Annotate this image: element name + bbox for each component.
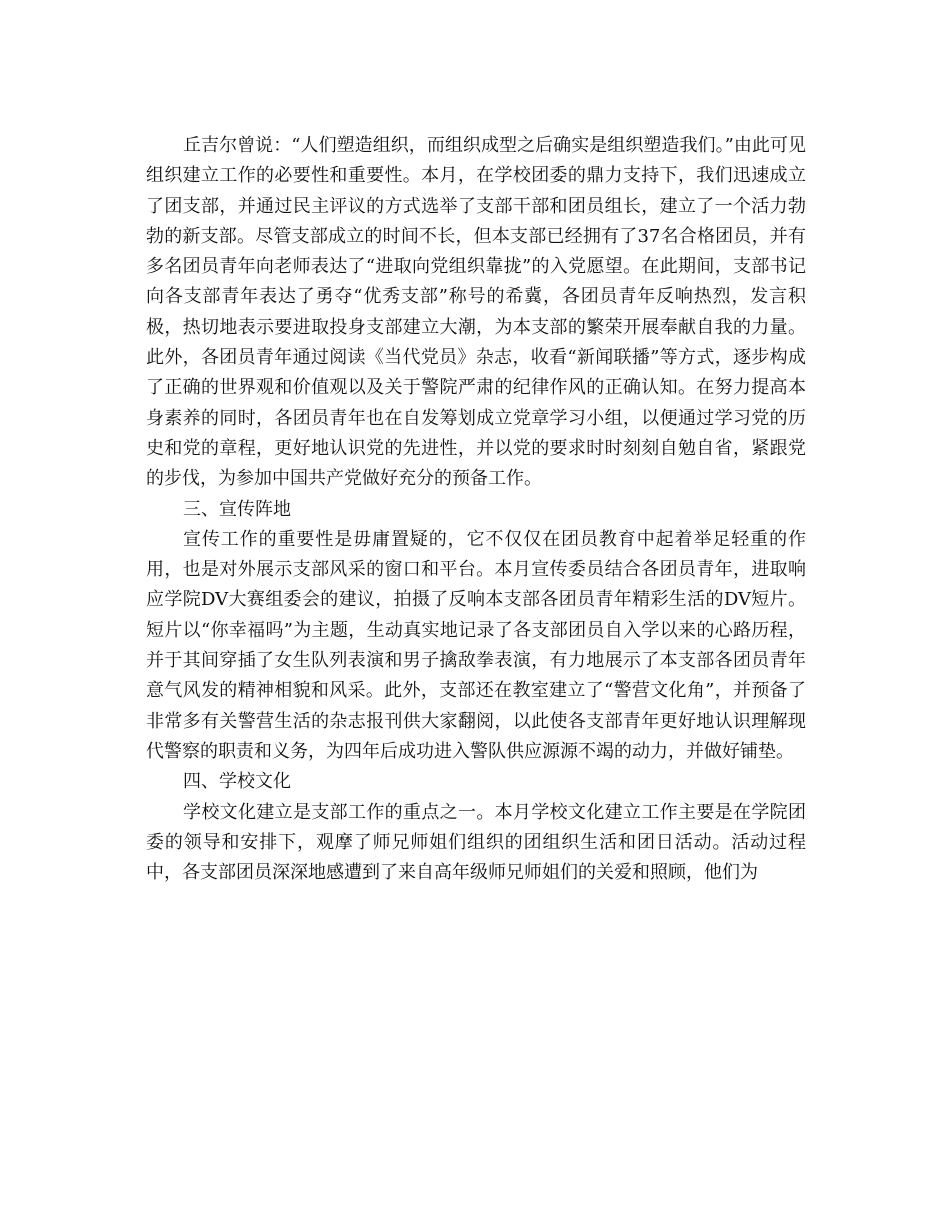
section-heading-school-culture: 四、学校文化 bbox=[183, 771, 291, 793]
paragraph-school-culture: 学校文化建立是支部工作的重点之一。本月学校文化建立工作主要是在学院团委的领导和安排下，观摩了师兄师姐们组织的团组织生活和团日活动。活动过程中，各支部团员深深地感遭到了来自高年级师兄师姐们的关爱和照顾，他们为 bbox=[146, 801, 806, 884]
document-page bbox=[146, 131, 806, 888]
paragraph-organization: 丘吉尔曾说：“人们塑造组织，而组织成型之后确实是组织塑造我们。”由此可见组织建立工作的必要性和重要性。本月，在学校团委的鼎力支持下，我们迅速成立了团支部，并通过民主评议的方式选举了支部干部和团员组长，建立了一个活力勃勃的新支部。尽管支部成立的时间不长，但本支部已经拥有了37名合格团员，并有多名团员青年向老师表达了“进取向党组织靠拢”的入党愿望。在此期间，支部书记向各支部青年表达了勇夺“优秀支部”称号的希冀，各团员青年反响热烈，发言积极，热切地表示要进取投身支部建立大潮，为本支部的繁荣开展奉献自我的力量。此外，各团员青年通过阅读《当代党员》杂志，收看“新闻联播”等方式，逐步构成了正确的世界观和价值观以及关于警院严肃的纪律作风的正确认知。在努力提高本身素养的同时，各团员青年也在自发筹划成立党章学习小组，以便通过学习党的历史和党的章程，更好地认识党的先进性，并以党的要求时时刻刻自勉自省，紧跟党的步伐，为参加中国共产党做好充分的预备工作。 bbox=[146, 135, 806, 490]
section-heading-publicity: 三、宣传阵地 bbox=[183, 498, 291, 520]
paragraph-publicity: 宣传工作的重要性是毋庸置疑的，它不仅仅在团员教育中起着举足轻重的作用，也是对外展示支部风采的窗口和平台。本月宣传委员结合各团员青年，进取响应学院DV大赛组委会的建议，拍摄了反响本支部各团员青年精彩生活的DV短片。短片以“你幸福吗”为主题，生动真实地记录了各支部团员自入学以来的心路历程，并于其间穿插了女生队列表演和男子擒敌拳表演，有力地展示了本支部各团员青年意气风发的精神相貌和风采。此外，支部还在教室建立了“警营文化角”，并预备了非常多有关警营生活的杂志报刊供大家翻阅，以此使各支部青年更好地认识理解现代警察的职责和义务，为四年后成功进入警队供应源源不竭的动力，并做好铺垫。 bbox=[146, 528, 806, 762]
